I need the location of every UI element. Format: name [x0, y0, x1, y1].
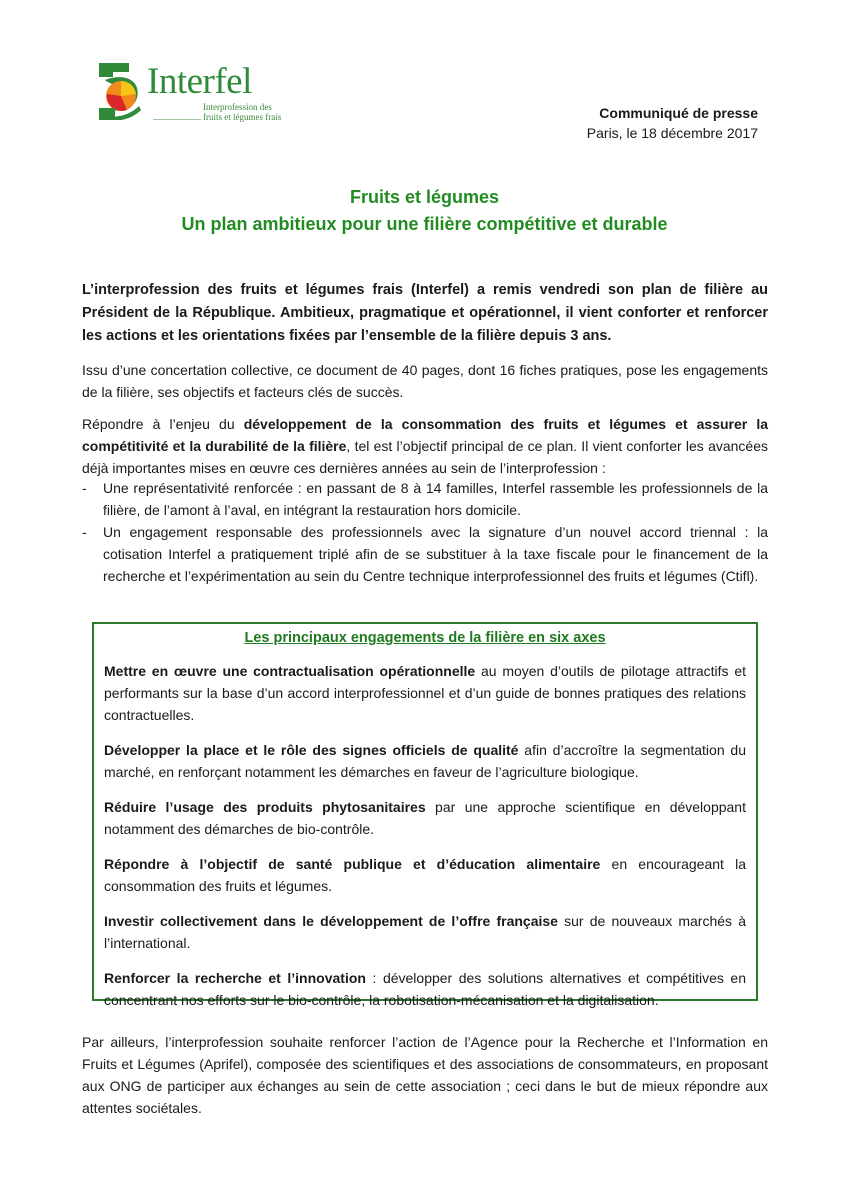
- logo-tagline-line-1: Interprofession des: [203, 102, 272, 112]
- objective-intro: Répondre à l’enjeu du: [82, 416, 244, 432]
- commitment-heading: Mettre en œuvre une contractualisation opérationnelle: [104, 663, 476, 679]
- title-line-1: Fruits et légumes: [349, 187, 500, 207]
- commitment-item: [104, 853, 746, 897]
- commitment-item: [104, 739, 746, 783]
- lead-paragraph: L’interprofession des fruits et légumes frais (Interfel) a remis vendredi son plan de filière au Président de la République. Ambitieux, pragmatique et opérationnel, il vient conforter et renforcer les actions et les orientations fixées par l’ensemble de la filière depuis 3 ans.: [82, 282, 768, 344]
- commitment-item: [104, 967, 746, 1011]
- commitment-item: [104, 910, 746, 954]
- commitment-text: sur de nouveaux marchés à l’international.: [104, 913, 746, 951]
- commitment-heading: Développer la place et le rôle des signes officiels de qualité: [104, 742, 519, 758]
- commitment-heading: Réduire l’usage des produits phytosanitaires: [104, 799, 426, 815]
- objective-rest: , tel est l’objectif principal de ce plan. Il vient conforter les avancées déjà importantes mises en œuvre ces dernières années au sein de l’interprofession :: [82, 438, 768, 476]
- commitment-heading: Répondre à l’objectif de santé publique et d’éducation alimentaire: [104, 856, 601, 872]
- logo-tagline: [203, 102, 282, 122]
- paragraph-document: Issu d’une concertation collective, ce document de 40 pages, dont 16 fiches pratiques, pose les engagements de la filière, ses objectifs et facteurs clés de succès.: [82, 362, 768, 400]
- document-type: Communiqué de presse: [599, 105, 758, 121]
- page-title: [80, 184, 769, 238]
- press-header: [587, 103, 758, 143]
- commitment-text: par une approche scientifique en développant notamment des démarches de bio-contrôle.: [104, 799, 746, 837]
- commitment-item: [104, 796, 746, 840]
- commitments-box: [92, 622, 758, 1008]
- interfel-logo: [97, 60, 282, 124]
- place-date: Paris, le 18 décembre 2017: [586, 125, 758, 141]
- commitments-title: Les principaux engagements de la filière en six axes: [244, 630, 606, 646]
- list-item: - Une représentativité renforcée : en passant de 8 à 14 familles, Interfel rassemble les professionnels de la filière, de l’amont à l’aval, en intégrant la restauration hors domicile.: [82, 477, 768, 521]
- closing-paragraph: Par ailleurs, l’interprofession souhaite renforcer l’action de l’Agence pour la Recherche et l’Information en Fruits et Légumes (Aprifel), composée des scientifiques et des associations de consommateurs, en proposant aux ONG de participer aux échanges au sein de cette association ; ceci dans le but de mieux répondre aux attentes sociétales.: [82, 1034, 768, 1116]
- logo-divider: [153, 119, 201, 120]
- commitment-item: [104, 660, 746, 726]
- achievements-list: [82, 477, 768, 587]
- commitment-text: au moyen d’outils de pilotage attractifs et performants sur la base d’un accord interprofessionnel et d’un guide de bonnes pratiques des relations contractuelles.: [104, 663, 747, 723]
- title-line-2: Un plan ambitieux pour une filière compétitive et durable: [181, 214, 668, 234]
- objective-highlight: développement de la consommation des fruits et légumes et assurer la compétitivité et la durabilité de la filière: [82, 416, 768, 454]
- paragraph-objective: [82, 413, 768, 479]
- logo-tagline-line-2: fruits et légumes frais: [203, 112, 282, 122]
- commitment-heading: Renforcer la recherche et l’innovation: [104, 970, 366, 986]
- logo-wordmark: Interfel: [147, 61, 252, 102]
- commitment-text: afin d’accroître la segmentation du marché, en renforçant notamment les démarches en faveur de l’agriculture biologique.: [104, 742, 746, 780]
- interfel-emblem-icon: [97, 60, 149, 120]
- commitment-text: en encourageant la consommation des fruits et légumes.: [104, 856, 746, 894]
- commitment-heading: Investir collectivement dans le développement de l’offre française: [104, 913, 558, 929]
- list-item: - Un engagement responsable des professionnels avec la signature d’un nouvel accord triennal : la cotisation Interfel a pratiquement triplé afin de se substituer à la taxe fiscale pour le financement de la recherche et l’expérimentation au sein du Centre technique interprofessionnel des fruits et légumes (Ctifl).: [82, 521, 768, 587]
- commitment-text: : développer des solutions alternatives et compétitives en concentrant nos efforts sur le bio-contrôle, la robotisation-mécanisation et la digitalisation.: [104, 970, 747, 1008]
